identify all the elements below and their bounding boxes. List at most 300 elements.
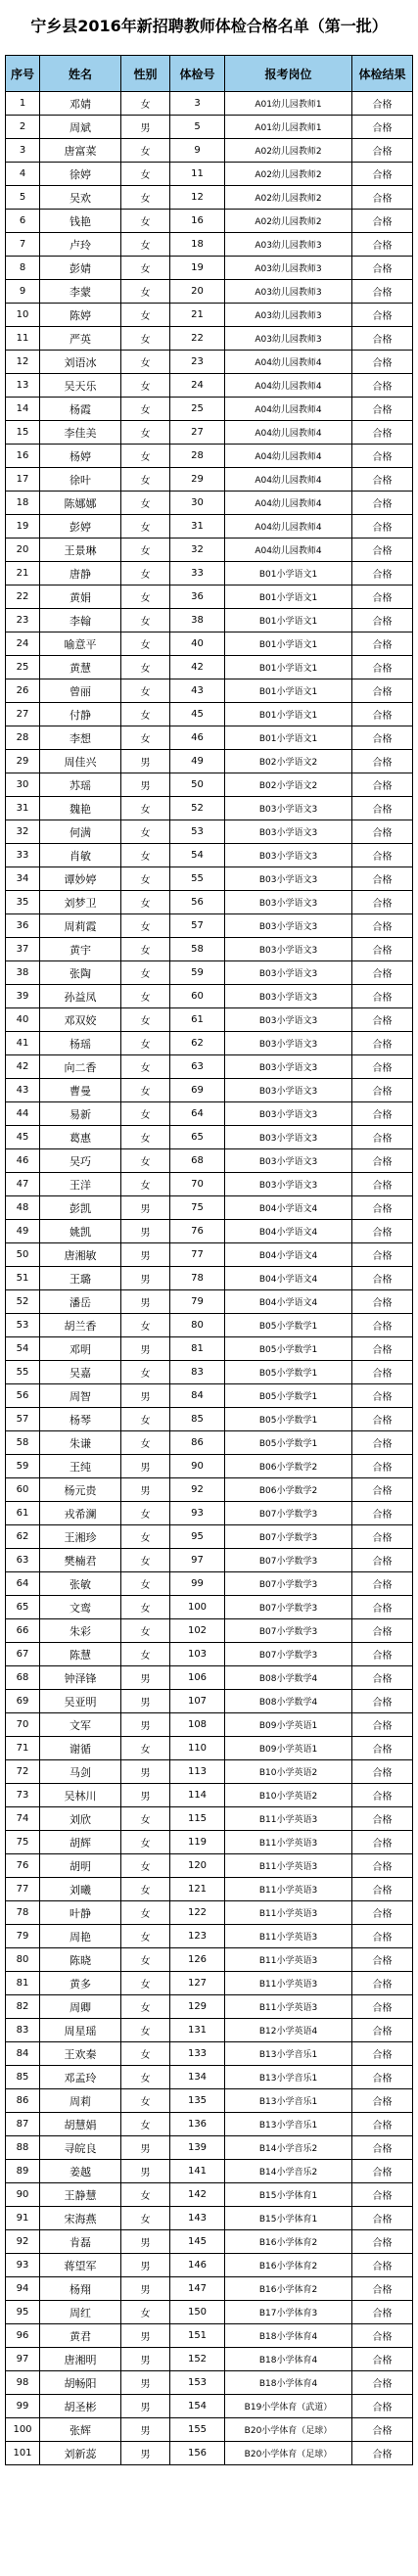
cell-post: B09小学英语1 [225,1713,352,1737]
cell-seq: 44 [6,1102,40,1126]
cell-gender: 女 [121,210,170,233]
cell-exam-no: 22 [170,327,225,351]
cell-gender: 男 [121,1290,170,1314]
cell-seq: 20 [6,539,40,562]
cell-gender: 女 [121,1948,170,1972]
cell-result: 合格 [352,280,413,304]
cell-gender: 女 [121,562,170,585]
cell-name: 叶静 [40,1901,121,1925]
cell-exam-no: 50 [170,773,225,797]
cell-exam-no: 18 [170,233,225,257]
cell-name: 周斌 [40,116,121,139]
cell-post: B11小学英语3 [225,1831,352,1854]
cell-seq: 58 [6,1431,40,1455]
cell-gender: 女 [121,1549,170,1572]
cell-name: 黄多 [40,1972,121,1995]
cell-seq: 18 [6,492,40,515]
table-row [6,398,413,421]
cell-name: 葛惠 [40,1126,121,1149]
cell-gender: 女 [121,1502,170,1525]
table-row [6,1596,413,1619]
cell-name: 曹曼 [40,1079,121,1102]
header-seq: 序号 [6,56,40,92]
cell-gender: 女 [121,492,170,515]
cell-seq: 6 [6,210,40,233]
cell-result: 合格 [352,374,413,398]
cell-exam-no: 99 [170,1572,225,1596]
cell-seq: 74 [6,1807,40,1831]
cell-gender: 男 [121,2136,170,2160]
cell-post: B05小学数学1 [225,1337,352,1361]
cell-gender: 女 [121,938,170,961]
cell-post: A04幼儿园教师4 [225,421,352,445]
cell-result: 合格 [352,421,413,445]
cell-post: A01幼儿园教师1 [225,92,352,116]
cell-gender: 男 [121,1196,170,1220]
table-row [6,938,413,961]
cell-result: 合格 [352,445,413,468]
cell-name: 吴欢 [40,186,121,210]
cell-post: B05小学数学1 [225,1361,352,1384]
table-row [6,139,413,163]
table-row [6,2301,413,2324]
cell-gender: 女 [121,1807,170,1831]
cell-result: 合格 [352,1713,413,1737]
cell-result: 合格 [352,1972,413,1995]
cell-post: B07小学数学3 [225,1643,352,1666]
table-row [6,750,413,773]
cell-exam-no: 31 [170,515,225,539]
cell-gender: 女 [121,515,170,539]
cell-exam-no: 146 [170,2254,225,2277]
table-row [6,163,413,186]
table-row [6,1690,413,1713]
cell-result: 合格 [352,656,413,679]
cell-result: 合格 [352,1431,413,1455]
cell-name: 胡慧娟 [40,2113,121,2136]
cell-exam-no: 25 [170,398,225,421]
table-row [6,562,413,585]
cell-post: B07小学数学3 [225,1619,352,1643]
cell-exam-no: 11 [170,163,225,186]
cell-seq: 94 [6,2277,40,2301]
cell-post: B03小学语文3 [225,797,352,820]
cell-gender: 女 [121,632,170,656]
cell-result: 合格 [352,914,413,938]
cell-post: B04小学语文4 [225,1196,352,1220]
cell-exam-no: 102 [170,1619,225,1643]
cell-exam-no: 60 [170,985,225,1008]
cell-exam-no: 36 [170,585,225,609]
table-row [6,726,413,750]
cell-exam-no: 40 [170,632,225,656]
cell-seq: 99 [6,2395,40,2418]
cell-post: B03小学语文3 [225,1055,352,1079]
cell-name: 胡明 [40,1854,121,1878]
cell-gender: 女 [121,703,170,726]
cell-result: 合格 [352,891,413,914]
table-row [6,2089,413,2113]
cell-name: 彭婷 [40,515,121,539]
cell-exam-no: 108 [170,1713,225,1737]
cell-result: 合格 [352,726,413,750]
cell-post: B10小学英语2 [225,1760,352,1784]
cell-post: B03小学语文3 [225,1032,352,1055]
table-row [6,2042,413,2066]
table-row [6,679,413,703]
cell-exam-no: 93 [170,1502,225,1525]
cell-name: 寻皖良 [40,2136,121,2160]
cell-post: B03小学语文3 [225,1149,352,1173]
cell-seq: 27 [6,703,40,726]
cell-exam-no: 68 [170,1149,225,1173]
cell-post: B15小学体育1 [225,2183,352,2207]
table-row [6,1995,413,2019]
cell-gender: 男 [121,2230,170,2254]
cell-post: B06小学数学2 [225,1455,352,1478]
cell-seq: 34 [6,867,40,891]
cell-gender: 女 [121,1831,170,1854]
table-row [6,351,413,374]
cell-post: B01小学语文1 [225,632,352,656]
cell-post: B11小学英语3 [225,1948,352,1972]
cell-gender: 男 [121,2160,170,2183]
cell-seq: 98 [6,2371,40,2395]
cell-gender: 男 [121,116,170,139]
cell-result: 合格 [352,1948,413,1972]
cell-name: 王湘珍 [40,1525,121,1549]
cell-name: 邓孟玲 [40,2066,121,2089]
cell-post: B07小学数学3 [225,1525,352,1549]
cell-post: A01幼儿园教师1 [225,116,352,139]
cell-exam-no: 145 [170,2230,225,2254]
table-row [6,1455,413,1478]
cell-exam-no: 126 [170,1948,225,1972]
cell-gender: 男 [121,1760,170,1784]
cell-exam-no: 119 [170,1831,225,1854]
cell-seq: 2 [6,116,40,139]
table-row [6,1925,413,1948]
cell-gender: 女 [121,1525,170,1549]
cell-exam-no: 62 [170,1032,225,1055]
cell-exam-no: 120 [170,1854,225,1878]
cell-name: 肯磊 [40,2230,121,2254]
cell-name: 杨瑶 [40,1032,121,1055]
cell-post: A04幼儿园教师4 [225,351,352,374]
cell-result: 合格 [352,985,413,1008]
table-body [6,92,413,2465]
table-row [6,1102,413,1126]
cell-gender: 女 [121,1361,170,1384]
cell-name: 付静 [40,703,121,726]
cell-name: 蒋望军 [40,2254,121,2277]
table-row [6,867,413,891]
cell-name: 吴天乐 [40,374,121,398]
cell-name: 张陶 [40,961,121,985]
cell-post: B11小学英语3 [225,1972,352,1995]
cell-exam-no: 122 [170,1901,225,1925]
cell-post: B03小学语文3 [225,914,352,938]
cell-seq: 82 [6,1995,40,2019]
cell-gender: 男 [121,2348,170,2371]
cell-result: 合格 [352,1502,413,1525]
cell-post: B14小学音乐2 [225,2136,352,2160]
cell-post: B06小学数学2 [225,1478,352,1502]
cell-gender: 女 [121,867,170,891]
cell-gender: 女 [121,1925,170,1948]
cell-seq: 100 [6,2418,40,2442]
cell-seq: 22 [6,585,40,609]
cell-exam-no: 147 [170,2277,225,2301]
cell-gender: 男 [121,2418,170,2442]
cell-post: B11小学英语3 [225,1995,352,2019]
cell-post: B19小学体育（武道） [225,2395,352,2418]
cell-name: 周佳兴 [40,750,121,773]
cell-seq: 4 [6,163,40,186]
cell-exam-no: 75 [170,1196,225,1220]
cell-exam-no: 65 [170,1126,225,1149]
cell-exam-no: 143 [170,2207,225,2230]
cell-result: 合格 [352,1737,413,1760]
table-row [6,820,413,844]
table-row [6,1502,413,1525]
table-row [6,2348,413,2371]
cell-gender: 女 [121,1995,170,2019]
cell-name: 文军 [40,1713,121,1737]
cell-post: B18小学体育4 [225,2324,352,2348]
cell-seq: 11 [6,327,40,351]
cell-seq: 50 [6,1243,40,1267]
cell-post: B03小学语文3 [225,985,352,1008]
table-row [6,1055,413,1079]
cell-result: 合格 [352,1032,413,1055]
cell-result: 合格 [352,632,413,656]
cell-gender: 女 [121,2019,170,2042]
cell-exam-no: 135 [170,2089,225,2113]
table-row [6,1760,413,1784]
cell-gender: 女 [121,539,170,562]
cell-seq: 48 [6,1196,40,1220]
cell-exam-no: 131 [170,2019,225,2042]
cell-name: 唐湘明 [40,2348,121,2371]
cell-result: 合格 [352,797,413,820]
cell-seq: 89 [6,2160,40,2183]
cell-exam-no: 46 [170,726,225,750]
cell-gender: 女 [121,1149,170,1173]
cell-exam-no: 103 [170,1643,225,1666]
table-row [6,2442,413,2465]
cell-exam-no: 133 [170,2042,225,2066]
cell-exam-no: 153 [170,2371,225,2395]
table-row [6,1126,413,1149]
table-row [6,1384,413,1408]
cell-seq: 29 [6,750,40,773]
cell-name: 朱谦 [40,1431,121,1455]
cell-exam-no: 23 [170,351,225,374]
cell-seq: 101 [6,2442,40,2465]
cell-exam-no: 58 [170,938,225,961]
table-row [6,2066,413,2089]
cell-result: 合格 [352,1995,413,2019]
cell-post: A03幼儿园教师3 [225,233,352,257]
table-row [6,374,413,398]
cell-exam-no: 61 [170,1008,225,1032]
table-row [6,2183,413,2207]
table-row [6,1525,413,1549]
header-post: 报考岗位 [225,56,352,92]
cell-result: 合格 [352,2418,413,2442]
cell-post: B18小学体育4 [225,2348,352,2371]
cell-gender: 男 [121,2442,170,2465]
cell-name: 周莉 [40,2089,121,2113]
cell-post: B11小学英语3 [225,1807,352,1831]
cell-post: B13小学音乐1 [225,2042,352,2066]
cell-seq: 70 [6,1713,40,1737]
cell-gender: 女 [121,585,170,609]
cell-gender: 女 [121,961,170,985]
cell-post: B03小学语文3 [225,1008,352,1032]
cell-gender: 男 [121,1220,170,1243]
table-row [6,1243,413,1267]
table-row [6,1737,413,1760]
cell-name: 喻意平 [40,632,121,656]
cell-gender: 女 [121,609,170,632]
cell-post: B07小学数学3 [225,1549,352,1572]
cell-exam-no: 70 [170,1173,225,1196]
header-result: 体检结果 [352,56,413,92]
cell-exam-no: 90 [170,1455,225,1478]
cell-post: B11小学英语3 [225,1901,352,1925]
cell-name: 钟泽锋 [40,1666,121,1690]
cell-post: B15小学体育1 [225,2207,352,2230]
cell-name: 李翰 [40,609,121,632]
cell-post: B05小学数学1 [225,1314,352,1337]
cell-exam-no: 27 [170,421,225,445]
cell-name: 刘梦卫 [40,891,121,914]
cell-result: 合格 [352,1314,413,1337]
cell-post: B09小学英语1 [225,1737,352,1760]
cell-gender: 男 [121,1455,170,1478]
cell-result: 合格 [352,2207,413,2230]
cell-result: 合格 [352,2089,413,2113]
cell-post: A04幼儿园教师4 [225,539,352,562]
cell-name: 陈婷 [40,304,121,327]
cell-name: 陈慧 [40,1643,121,1666]
cell-gender: 男 [121,1267,170,1290]
cell-seq: 67 [6,1643,40,1666]
cell-result: 合格 [352,844,413,867]
cell-seq: 39 [6,985,40,1008]
cell-post: B01小学语文1 [225,609,352,632]
cell-exam-no: 5 [170,116,225,139]
cell-seq: 1 [6,92,40,116]
cell-exam-no: 121 [170,1878,225,1901]
cell-result: 合格 [352,2042,413,2066]
cell-gender: 女 [121,985,170,1008]
cell-post: B13小学音乐1 [225,2113,352,2136]
cell-exam-no: 100 [170,1596,225,1619]
cell-exam-no: 156 [170,2442,225,2465]
cell-seq: 65 [6,1596,40,1619]
cell-result: 合格 [352,2183,413,2207]
cell-seq: 33 [6,844,40,867]
cell-name: 严英 [40,327,121,351]
cell-post: A04幼儿园教师4 [225,515,352,539]
cell-name: 朱彩 [40,1619,121,1643]
cell-post: B17小学体育3 [225,2301,352,2324]
cell-exam-no: 79 [170,1290,225,1314]
cell-post: B03小学语文3 [225,938,352,961]
table-row [6,1972,413,1995]
cell-result: 合格 [352,1572,413,1596]
cell-exam-no: 113 [170,1760,225,1784]
table-row [6,1314,413,1337]
cell-seq: 36 [6,914,40,938]
cell-name: 杨霞 [40,398,121,421]
cell-gender: 男 [121,1690,170,1713]
cell-gender: 男 [121,1384,170,1408]
cell-gender: 女 [121,1901,170,1925]
table-header [6,56,413,92]
cell-result: 合格 [352,2301,413,2324]
cell-gender: 女 [121,2113,170,2136]
cell-result: 合格 [352,2019,413,2042]
cell-post: B13小学音乐1 [225,2066,352,2089]
cell-name: 杨琴 [40,1408,121,1431]
cell-name: 刘欣 [40,1807,121,1831]
cell-post: B03小学语文3 [225,1173,352,1196]
cell-result: 合格 [352,2136,413,2160]
table-row [6,1267,413,1290]
cell-seq: 54 [6,1337,40,1361]
cell-name: 吴林川 [40,1784,121,1807]
cell-result: 合格 [352,1243,413,1267]
cell-result: 合格 [352,351,413,374]
cell-exam-no: 33 [170,562,225,585]
cell-name: 魏艳 [40,797,121,820]
cell-seq: 9 [6,280,40,304]
cell-seq: 17 [6,468,40,492]
cell-name: 何满 [40,820,121,844]
cell-name: 刘曦 [40,1878,121,1901]
cell-result: 合格 [352,1102,413,1126]
table-row [6,1361,413,1384]
cell-result: 合格 [352,2395,413,2418]
cell-seq: 62 [6,1525,40,1549]
cell-seq: 26 [6,679,40,703]
cell-result: 合格 [352,327,413,351]
cell-post: A04幼儿园教师4 [225,468,352,492]
cell-name: 姜越 [40,2160,121,2183]
table-row [6,2136,413,2160]
cell-gender: 女 [121,820,170,844]
cell-exam-no: 9 [170,139,225,163]
cell-exam-no: 59 [170,961,225,985]
table-row [6,327,413,351]
cell-name: 张辉 [40,2418,121,2442]
cell-post: B07小学数学3 [225,1502,352,1525]
cell-name: 李想 [40,726,121,750]
cell-name: 钱艳 [40,210,121,233]
cell-seq: 21 [6,562,40,585]
cell-exam-no: 150 [170,2301,225,2324]
cell-seq: 69 [6,1690,40,1713]
cell-post: B11小学英语3 [225,1925,352,1948]
cell-seq: 57 [6,1408,40,1431]
cell-result: 合格 [352,515,413,539]
table-row [6,515,413,539]
cell-post: B16小学体育2 [225,2254,352,2277]
